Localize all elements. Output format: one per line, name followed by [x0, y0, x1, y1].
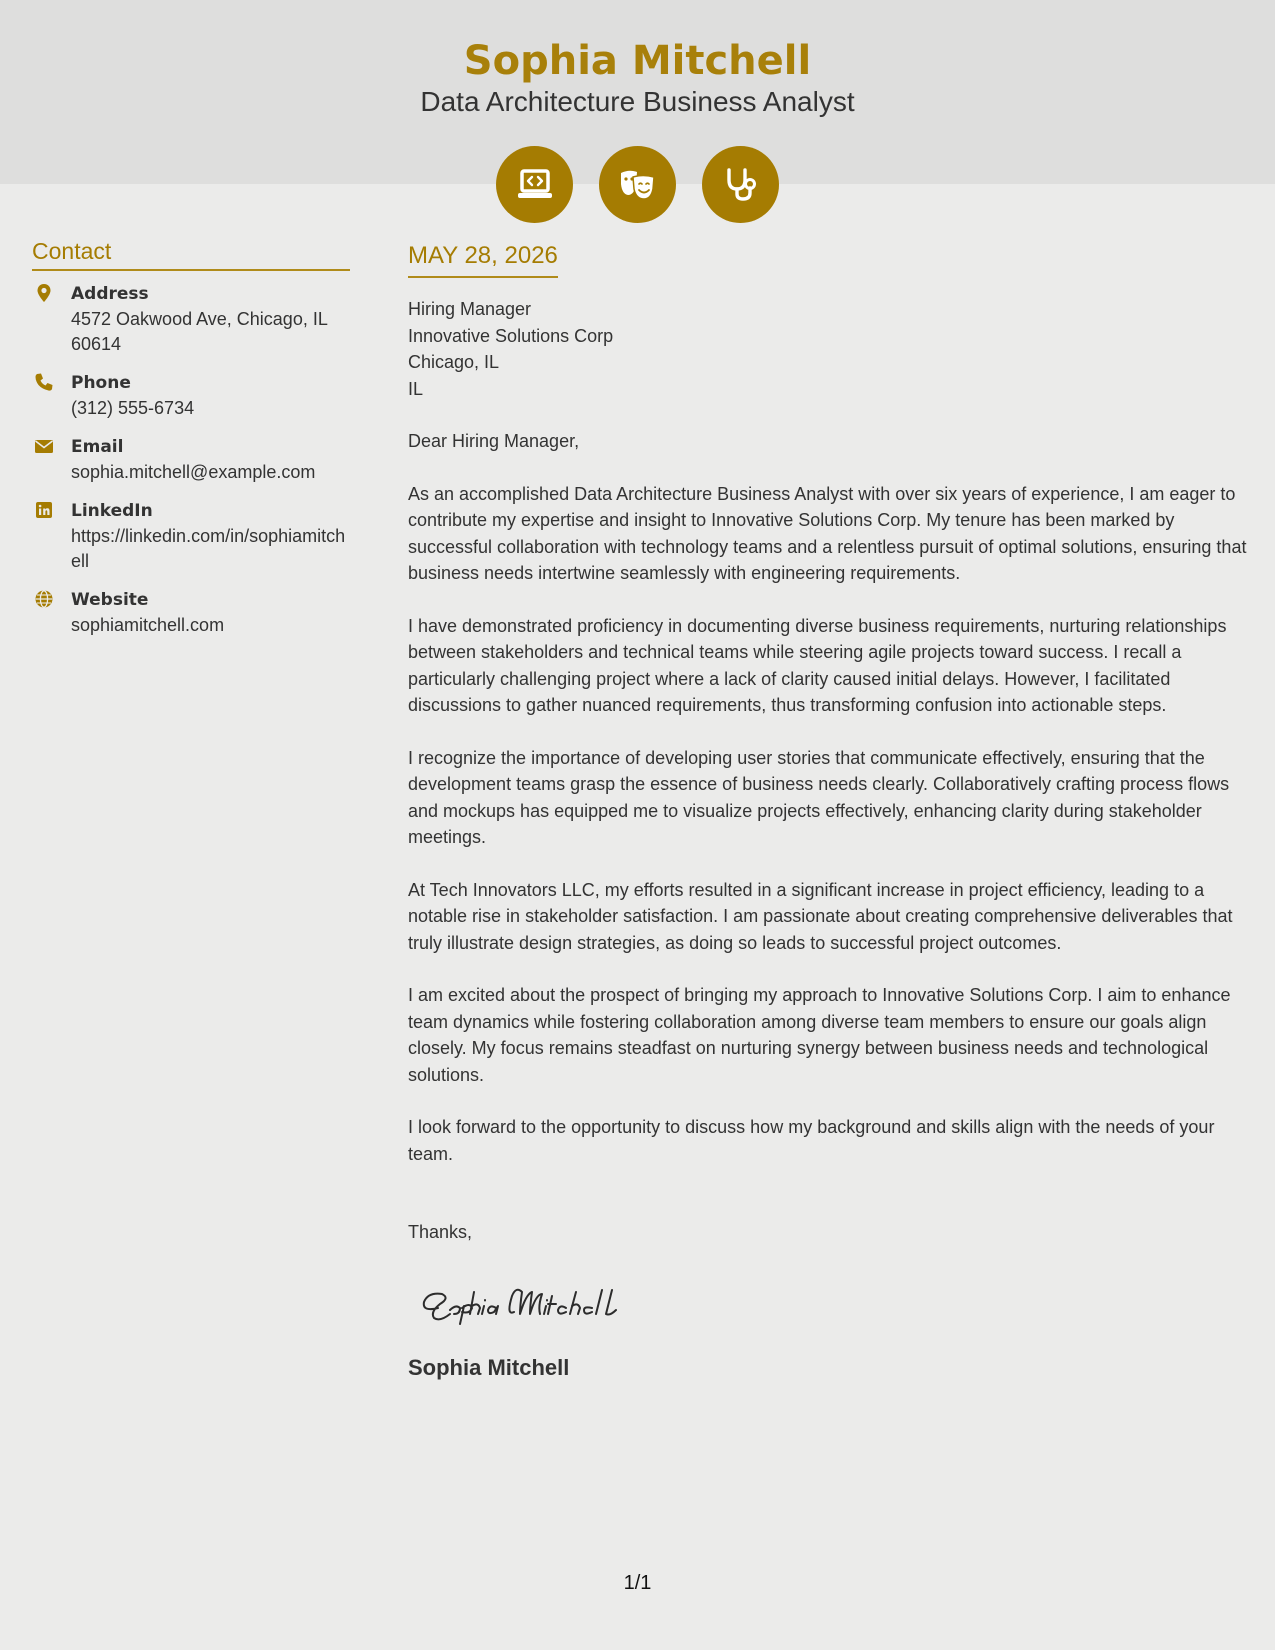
- contact-item-address: [32, 282, 352, 357]
- letter-body: [408, 240, 1253, 1383]
- recipient-line: IL: [408, 378, 424, 399]
- recipient-line: Chicago, IL: [408, 352, 500, 372]
- body-paragraph: I look forward to the opportunity to discuss how my background and skills align with the needs of your team.: [408, 1117, 1215, 1164]
- website-value[interactable]: sophiamitchell.com: [71, 615, 225, 635]
- address-value: 4572 Oakwood Ave, Chicago, IL 60614: [71, 309, 328, 354]
- email-label: Email: [71, 437, 124, 457]
- body-paragraph: I recognize the importance of developing user stories that communicate effectively, ensuring that the development teams grasp the essence of business needs clearly. Collaboratively crafting process flows and mockups has equipped me to visualize projects effectively, enhancing clarity during stakeholder meetings.: [408, 747, 1230, 847]
- body-paragraph: As an accomplished Data Architecture Business Analyst with over six years of experience, I am eager to contribute my expertise and insight to Innovative Solutions Corp. My tenure has been marked by successful collaboration with technology teams and a relentless pursuit of optimal solutions, ensuring that business needs intertwine seamlessly with engineering requirements.: [408, 483, 1247, 583]
- job-title: Data Architecture Business Analyst: [420, 86, 855, 117]
- closing: Thanks,: [408, 1222, 473, 1242]
- letter-date: MAY 28, 2026: [408, 240, 558, 278]
- phone-label: Phone: [71, 373, 131, 393]
- recipient-line: Innovative Solutions Corp: [408, 325, 614, 346]
- body-paragraph: At Tech Innovators LLC, my efforts resulted in a significant increase in project efficiency, leading to a notable rise in stakeholder satisfaction. I am passionate about creating comprehensive deliverables that truly illustrate design strategies, as doing so leads to successful project outcomes.: [408, 879, 1233, 953]
- linkedin-icon: [34, 500, 54, 520]
- location-pin-icon: [34, 283, 54, 303]
- contact-heading: Contact: [32, 236, 350, 271]
- handwritten-signature: [416, 1268, 676, 1328]
- contact-item-website: [32, 588, 352, 638]
- signer-name: Sophia Mitchell: [408, 1354, 570, 1380]
- salutation: Dear Hiring Manager,: [408, 431, 580, 451]
- phone-value: (312) 555-6734: [71, 398, 195, 418]
- body-paragraph: I have demonstrated proficiency in documenting diverse business requirements, nurturing relationships between stakeholders and technical teams while steering agile projects toward success. I recall a particularly challenging project where a lack of clarity caused initial delays. However, I facilitated discussions to gather nuanced requirements, thus transforming confusion into actionable steps.: [408, 615, 1227, 715]
- contact-list: [32, 282, 352, 652]
- contact-item-linkedin: [32, 499, 352, 574]
- theater-masks-icon: [599, 146, 676, 223]
- recipient-line: Hiring Manager: [408, 299, 532, 319]
- linkedin-label: LinkedIn: [71, 501, 153, 521]
- linkedin-value[interactable]: https://linkedin.com/in/sophiamitchell: [71, 526, 346, 571]
- website-label: Website: [71, 590, 149, 610]
- laptop-code-icon: [496, 146, 573, 223]
- email-value: sophia.mitchell@example.com: [71, 462, 316, 482]
- globe-icon: [34, 589, 54, 609]
- stethoscope-icon: [702, 146, 779, 223]
- body-paragraph: I am excited about the prospect of bringing my approach to Innovative Solutions Corp. I aim to enhance team dynamics while fostering collaboration among diverse team members to ensure our goals align closely. My focus remains steadfast on nurturing synergy between business needs and technological solutions.: [408, 985, 1231, 1085]
- contact-item-email: [32, 435, 352, 485]
- envelope-icon: [34, 436, 54, 456]
- phone-icon: [34, 372, 54, 392]
- contact-item-phone: [32, 371, 352, 421]
- page-number: 1/1: [623, 1572, 652, 1594]
- applicant-name: Sophia Mitchell: [463, 38, 812, 84]
- header-icon-row: [0, 146, 1275, 223]
- address-label: Address: [71, 284, 149, 304]
- recipient-block: [408, 296, 1253, 402]
